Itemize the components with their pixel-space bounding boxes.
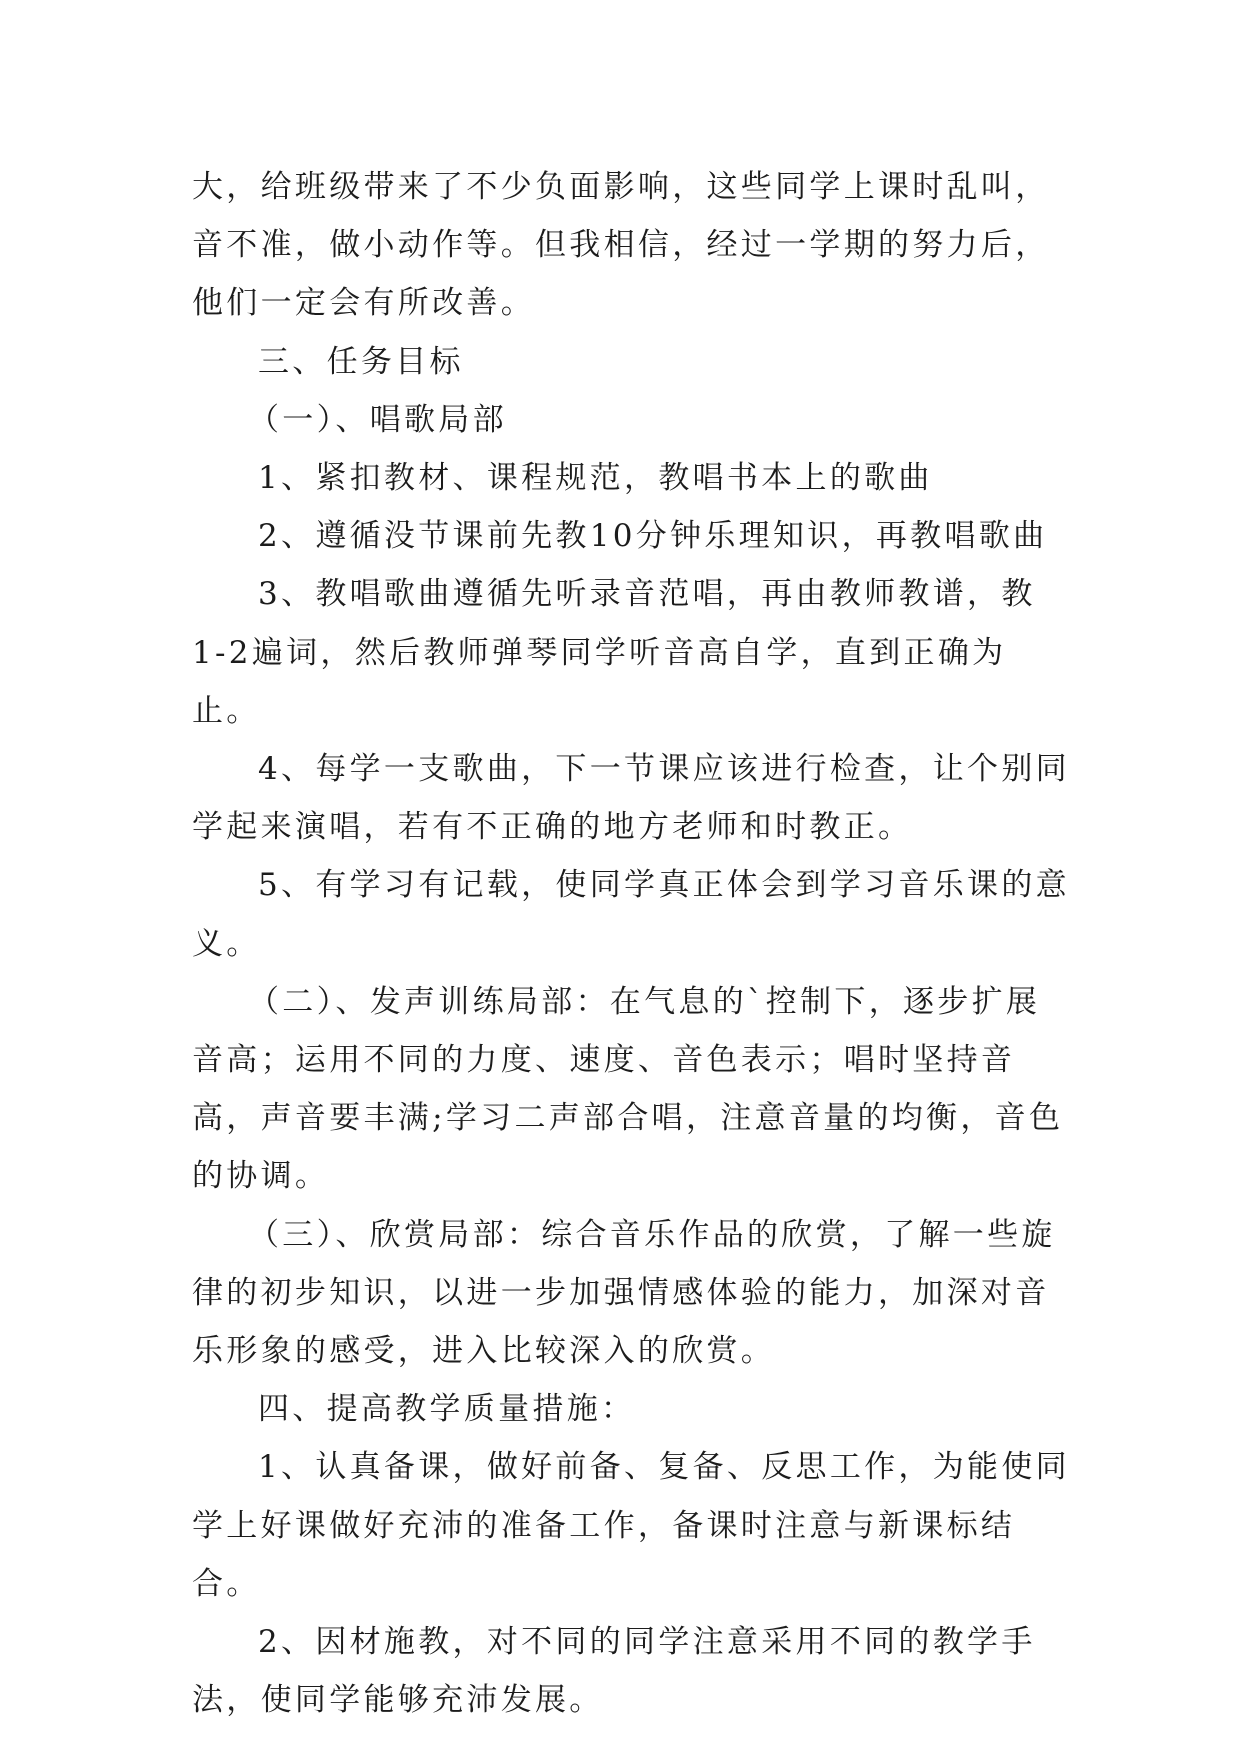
list-item-4: 4、每学一支歌曲，下一节课应该进行检查，让个别同学起来演唱，若有不正确的地方老师和时教正。 bbox=[192, 751, 1070, 846]
subsection-appreciation: （三）、欣赏局部：综合音乐作品的欣赏，了解一些旋律的初步知识，以进一步加强情感体验的能力，加深对音乐形象的感受，进入比较深入的欣赏。 bbox=[192, 1216, 1056, 1370]
document-body bbox=[192, 158, 1072, 1729]
list-item-1: 1、紧扣教材、课程规范，教唱书本上的歌曲 bbox=[258, 460, 933, 497]
measure-item-2: 2、因材施教，对不同的同学注意采用不同的教学手法，使同学能够充沛发展。 bbox=[192, 1624, 1036, 1719]
list-item-2: 2、遵循没节课前先教10分钟乐理知识，再教唱歌曲 bbox=[258, 518, 1048, 555]
subsection-heading-singing: （一）、唱歌局部 bbox=[248, 401, 507, 438]
paragraph-continuation: 大，给班级带来了不少负面影响，这些同学上课时乱叫，音不准，做小动作等。但我相信，经过一学期的努力后，他们一定会有所改善。 bbox=[192, 169, 1050, 322]
measure-item-1: 1、认真备课，做好前备、复备、反思工作，为能使同学上好课做好充沛的准备工作，备课时注意与新课标结合。 bbox=[192, 1449, 1070, 1602]
list-item-5: 5、有学习有记载，使同学真正体会到学习音乐课的意义。 bbox=[192, 867, 1070, 962]
list-item-3: 3、教唱歌曲遵循先听录音范唱，再由教师教谱，教1-2遍词，然后教师弹琴同学听音高自学，直到正确为止。 bbox=[192, 576, 1036, 729]
section-heading-task-goals: 三、任务目标 bbox=[258, 343, 464, 380]
section-heading-measures: 四、提高教学质量措施： bbox=[258, 1391, 636, 1428]
subsection-vocal-training: （二）、发声训练局部：在气息的`控制下，逐步扩展音高；运用不同的力度、速度、音色表示；唱时坚持音高，声音要丰满;学习二声部合唱，注意音量的均衡，音色的协调。 bbox=[192, 983, 1064, 1195]
